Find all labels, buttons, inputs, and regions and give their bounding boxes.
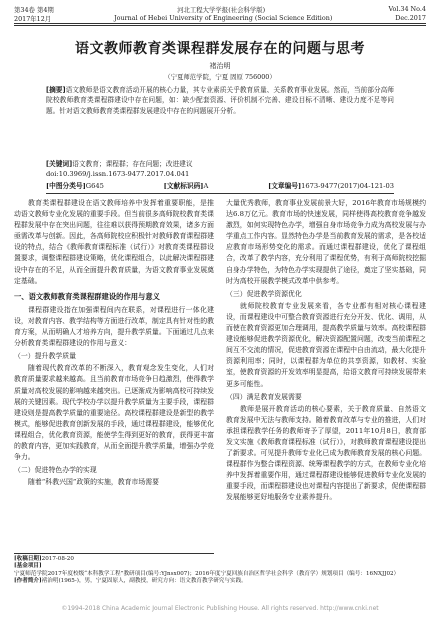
running-header-bottom: [14, 14, 426, 23]
received-label: [收稿日期]: [14, 556, 42, 562]
doc-code-value: A: [203, 182, 209, 190]
footnote-fund: [14, 563, 426, 578]
bio-label: [作者简介]: [14, 578, 42, 585]
header-rule-thin: [14, 25, 426, 26]
fund-label: [基金项目]: [14, 563, 42, 570]
footnote-rule: [14, 553, 214, 554]
author-affiliation: （宁夏师范学院，宁夏 固原 756000）: [164, 73, 276, 81]
doc-code-field: [164, 180, 209, 190]
clc-value: G645: [85, 182, 104, 190]
sub1-paragraph: 随着现代教育改革的不断深入，教育观念发生变化，人们对教育质量要求越来越高。且当前教育市场竞争日趋激烈，使得教学质量对高校发展的影响越来越突出。已逐渐成为影响高校可持续发展的关键因素。现代学校办学以提升教学质量为主要手段，课程群建设则是提高教学质量的重要途径。高校课程群建设是新型的教学模式，能够促进教育创新发展的手段，通过课程群建设，能够优化课程组合，优化教育资源，能使学生得到更好的教育，获得更丰富的教育内容，更加实践教育，从而全面提升教学质量，增强办学竞争力。: [14, 364, 214, 462]
footnote-received: [14, 556, 426, 563]
keywords: [46, 158, 394, 168]
sub4-paragraph: 教师是展开教育活动的核心要素，关于教育质量、自然语文教育发展中无法与教师支持。随着教育改革与专业的推进，人们对承担课程教学任务的教师寄予了厚望，2011年10月8日，教育部发文实施《教师教育课程标准（试行）》，对教师教育课程建设提出了新要求。可见提升教师专业化已成为教师教育发展的核心问题。课程群作为整合课程资源、统筹课程教学的方式，在教师专业化培养中发挥着重要作用，通过课程群建设能够促进教师专业化发展的重要手段，而课程群建设也对课程内容提出了新要求，促使课程群发展能够更好地服务专业素养提升。: [226, 404, 426, 502]
header-rule-thick: [14, 23, 426, 24]
right-top-paragraph: 大量优秀教师，教育事业发展前景大好，2016年教育市场规模约达6.8万亿元。教育市场的快速发展，同样使得高校教育竞争越发激烈，如何实现特色办学，增强自身市场竞争力成为高校发展与办学重点工作内容。显然特色办学是当前教育发展的需求，是各校适应教育市场形势变化的需求。而通过课程群建设，优化了课程组合，改革了教学内容，充分利用了课程优势，有利于高师院校挖掘自身办学特色，为特色办学实现提供了途径，奠定了坚实基础，同时为高校开展教学模式改革中供参考。: [226, 199, 426, 285]
journal-title-cn: 河北工程大学学报(社会科学版): [177, 6, 266, 14]
received-value: 2017-08-20: [41, 556, 74, 562]
right-column: [226, 198, 426, 504]
footnote-bio: [14, 578, 426, 585]
abstract-rule: [46, 193, 394, 194]
doc-code-label: [文献标识码]: [163, 182, 204, 190]
subsection-heading-4: （四）满足教育发展需要: [226, 392, 302, 401]
subsection-heading-1: （一）提升教学质量: [14, 352, 77, 361]
sub3-paragraph: 就师院校教育专业发展来看，各专业都有相对核心课程建设，而课程建设中可整合教育资源进行充分开发、优化、调用，从而使在教育资源更加合理调用，提高教学质量与效率。高校课程群建设能够促进教学资源优化，解决资源配置问题，改变当前课程之间互不交流的情况，促进教育资源在课程中自由流动，最大化提升资源利用率；同时，以课程群为单位的共享资源，如教材、实验室，使教育资源的开发效率明显提高，给语文教育可持续发展带来更多可能性。: [226, 301, 426, 388]
left-column: [14, 198, 214, 488]
intro-paragraph: 教育类课程群建设在语文教师培养中发挥着重要职能，是推动语文教师专业化发展的重要手段。但当前很多高师院校教育类课程群发展中存在突出问题，往往难以获得预期教育效果，诸多方面亟需改革与创新。因此，各高师院校应积极针对教师教育课程群建设的特点，结合《教师教育课程标准（试行）》对教育类课程群设置要求，调整课程群建设策略，优化课程组合，以此解决课程群建设中存在的不足，从而全面提升教育质量，为语文教育事业发展奠定基础。: [14, 199, 214, 285]
clc-label: [中图分类号]: [46, 182, 86, 190]
date-cn: 2017年12月: [14, 15, 52, 23]
fund-value: 宁夏师范学院2017年度校级“本科教学工程”教研项目(编号:YJnsx007)；2016年度宁夏回族自治区哲学社会科学（教育学）规划项目（编号：16NXJJ02）: [14, 570, 400, 577]
date-en: Dec.2017: [395, 14, 426, 22]
doi: doi:10.3969/j.issn.1673-9477.2017.04.041: [46, 170, 190, 178]
abstract-text: 语文教师是语文教育活动开展的核心力量，其专业素质关乎教育质量、关系教育事业发展。然而，当前部分高师院校教师教育类课程群建设中存在问题，如：缺少配套资源、评价机制不完善、建设目标不清晰、建设力度不足等问题。针对语文教师教育类课程群发展建设中存在的问题展开分析。: [46, 86, 394, 115]
article-id-value: 1673-9477(2017)04-121-03: [301, 182, 394, 190]
footnotes: [14, 556, 426, 586]
journal-title-en: Journal of Hebei University of Engineering (Social Science Edition): [114, 14, 333, 22]
classification-line: [46, 180, 394, 190]
volume-number-en: Vol.34 No.4: [388, 5, 426, 13]
volume-issue: 第34卷 第4期: [14, 6, 54, 14]
section-heading-1: 一、语文教师教育类课程群建设的作用与意义: [14, 291, 160, 301]
article-title: 语文教师教育类课程群发展存在的问题与思考: [75, 41, 365, 57]
article-id-field: [268, 180, 394, 190]
bio-value: 褚治明(1965-)，男，宁夏固原人，副教授，研究方向：语文教育教学研究与实践。: [41, 578, 247, 585]
abstract: [46, 85, 394, 116]
keywords-text: 语文教育；课程群；存在问题；改进建议: [72, 160, 193, 168]
copyright-notice: ©1994-2018 China Academic Journal Electronic Publishing House. All rights reserved. http://www.cnki.net: [61, 605, 379, 612]
article-id-label: [文章编号]: [268, 182, 302, 190]
section1-paragraph: 课程群建设指在加强课程间内在联系，对课程进行一体化建设，对教育内容、教学结构等方面进行改革，制定具有针对性的教育方案，从而明确人才培养方向，提升教学质量。下面通过几点来分析教育类课程群建设的作用与意义：: [14, 305, 214, 348]
sub2-paragraph: 随着“科教兴国”政策的实施，教育市场需要: [28, 478, 160, 487]
subsection-heading-3: （三）促进教学资源优化: [226, 289, 302, 298]
subsection-heading-2: （二）促进特色办学的实现: [14, 466, 97, 475]
clc-field: [46, 180, 104, 190]
article-author: 褚治明: [209, 62, 231, 70]
running-header-top: [14, 5, 426, 14]
abstract-label: [摘要]: [46, 86, 66, 94]
keywords-label: [关键词]: [46, 160, 73, 168]
